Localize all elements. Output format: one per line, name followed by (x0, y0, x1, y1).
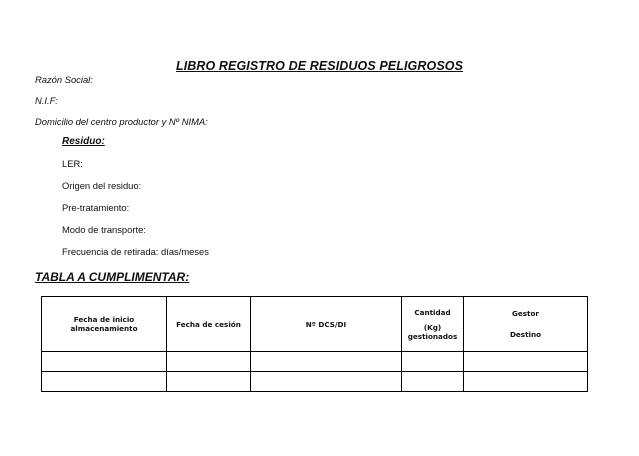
table-cell[interactable] (251, 352, 402, 372)
origen-label: Origen del residuo: (62, 180, 142, 191)
table-cell[interactable] (42, 352, 167, 372)
header-cantidad-line2: (Kg) (423, 322, 442, 332)
header-cantidad-line3: gestionados (407, 331, 458, 341)
table-cell[interactable] (464, 372, 588, 392)
razon-social-label: Razón Social: (35, 74, 93, 85)
ler-label: LER: (62, 158, 83, 169)
registro-table (41, 296, 588, 392)
table-cell[interactable] (402, 372, 464, 392)
table-row (42, 372, 588, 392)
header-fecha-cesion: Fecha de cesión (167, 297, 251, 352)
modo-transporte-label: Modo de transporte: (62, 224, 146, 235)
header-gestor: Gestor (512, 309, 539, 318)
table-header-row (42, 297, 588, 352)
header-cantidad (402, 297, 464, 352)
header-cantidad-line1: Cantidad (414, 307, 451, 317)
domicilio-label: Domicilio del centro productor y Nº NIMA: (35, 116, 208, 127)
table-cell[interactable] (167, 352, 251, 372)
header-destino: Destino (509, 330, 542, 339)
nif-label: N.I.F: (35, 95, 58, 106)
residuo-heading: Residuo: (62, 136, 105, 147)
table-row (42, 352, 588, 372)
table-heading: TABLA A CUMPLIMENTAR: (35, 270, 190, 284)
header-fecha-inicio: Fecha de inicio almacenamiento (42, 297, 167, 352)
table-cell[interactable] (42, 372, 167, 392)
table-cell[interactable] (251, 372, 402, 392)
header-gestor-destino (464, 297, 588, 352)
pretratamiento-label: Pre-tratamiento: (62, 202, 130, 213)
table-cell[interactable] (464, 352, 588, 372)
header-dcs: Nº DCS/DI (251, 297, 402, 352)
frecuencia-label: Frecuencia de retirada: días/meses (62, 246, 209, 257)
table-cell[interactable] (402, 352, 464, 372)
page-title: LIBRO REGISTRO DE RESIDUOS PELIGROSOS (175, 59, 464, 73)
table-cell[interactable] (167, 372, 251, 392)
